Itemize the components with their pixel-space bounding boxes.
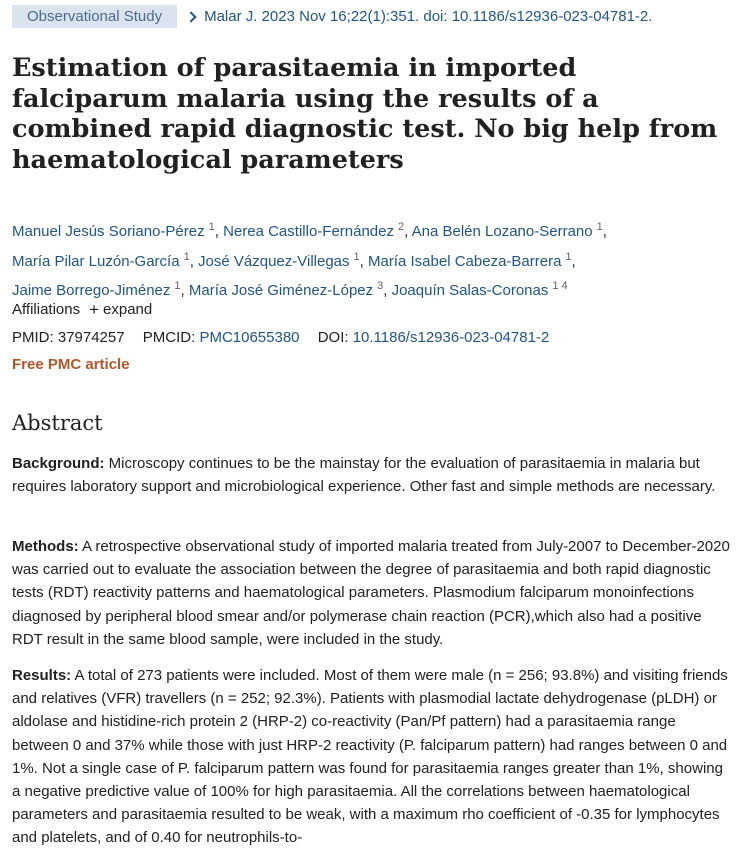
article-type-badge[interactable]: Observational Study <box>12 5 177 28</box>
author-affiliation[interactable]: 1 <box>565 250 572 263</box>
background-label: Background: <box>12 455 105 472</box>
abstract-methods <box>12 535 732 651</box>
article-title: Estimation of parasitaemia in imported falciparum malaria using the results of a combined rapid diagnostic test. No big help from haematological parameters <box>12 53 718 175</box>
author-affiliation[interactable]: 2 <box>398 221 405 233</box>
author-item[interactable] <box>198 250 360 270</box>
author-item[interactable] <box>12 250 190 270</box>
pmcid-link[interactable]: PMC10655380 <box>199 329 300 346</box>
affiliations-label: Affiliations <box>12 301 81 318</box>
citation-link[interactable] <box>187 8 652 25</box>
free-pmc-article-label: Free PMC article <box>12 356 130 373</box>
plus-icon: + <box>89 300 100 319</box>
affiliations-toggle[interactable] <box>12 301 152 318</box>
author-item[interactable] <box>392 282 568 299</box>
author-name[interactable]: María Isabel Cabeza-Barrera <box>368 252 562 270</box>
background-text: Microscopy continues to be the mainstay for the evaluation of parasitaemia in malaria but requires laboratory support and microbiological experience. Other fast and simple methods are necessary. <box>12 455 716 496</box>
methods-text: A retrospective observational study of imported malaria treated from July-2007 to December-2020 was carried out to evaluate the association between the degree of parasitaemia and both rapid diagnostic tests (RDT) reactivity patterns and haematological parameters. Plasmodium falciparum monoinfections diagnosed by peripheral blood smear and/or polymerase chain reaction (PCR),which also had a positive RDT result in the same blood sample, were included in the study. <box>12 538 730 648</box>
author-affiliation[interactable]: 1 <box>183 250 190 263</box>
author-affiliation[interactable]: 1 <box>353 250 360 263</box>
author-name[interactable]: Joaquín Salas-Coronas <box>391 282 549 299</box>
author-name[interactable]: Jaime Borrego-Jiménez <box>12 282 171 299</box>
author-item[interactable] <box>223 223 404 240</box>
abstract-heading: Abstract <box>12 411 103 435</box>
author-affiliation[interactable]: 1 <box>208 221 215 233</box>
author-name[interactable]: María Pilar Luzón-García <box>12 252 180 270</box>
pmid-value: 37974257 <box>57 329 125 346</box>
header-bar <box>12 5 652 28</box>
methods-label: Methods: <box>12 538 79 555</box>
author-item[interactable] <box>368 250 572 270</box>
pmid-label: PMID: <box>12 329 54 346</box>
author-name[interactable]: Nerea Castillo-Fernández <box>223 223 394 240</box>
author-name[interactable]: María José Giménez-López <box>188 282 374 299</box>
doi-link[interactable]: 10.1186/s12936-023-04781-2 <box>352 329 550 346</box>
author-affiliation[interactable]: 1 <box>596 221 603 233</box>
author-affiliation[interactable]: 3 <box>377 280 384 292</box>
abstract-results <box>12 664 732 850</box>
results-label: Results: <box>12 667 72 684</box>
author-list: Manuel Jesús Soriano-Pérez $^1$, Nerea Castillo-Fernández $^2$, Ana Belén Lozano-Serrano $^1$, María Pilar Luzón-García $^1$, José Vázquez-Villegas $^1$, María Isabel Cabeza-Barrera $^1$, Jaime Borrego-Jiménez $^1$, María José Giménez-López $^3$, Joaquín Salas-Coronas $^{1 4}$ <box>12 221 607 299</box>
results-text: A total of 273 patients were included. Most of them were male (n = 256; 93.8%) and visiting friends and relatives (VFR) travellers (n = 252; 92.3%). Patients with plasmodial lactate dehydrogenase (pLDH) or aldolase and histidine-rich protein 2 (HRP-2) co-reactivity (Pan/Pf pattern) had a parasitaemia range between 0 and 37% while those with just HRP-2 reactivity (P. falciparum pattern) had ranges between 0 and 1%. Not a single case of P. falciparum pattern was found for parasitaemia ranges greater than 1%, showing a negative predictive value of 100% for high parasitaemia. All the correlations between haematological parameters and parasitaemia resulted to be weak, with a maximum rho coefficient of -0.35 for lymphocytes and platelets, and of 0.40 for neutrophils-to- <box>12 667 728 847</box>
author-affiliation[interactable]: 1 4 <box>552 280 568 292</box>
author-name[interactable]: José Vázquez-Villegas <box>198 252 350 270</box>
author-name[interactable]: Ana Belén Lozano-Serrano <box>411 223 593 240</box>
author-item[interactable] <box>412 223 603 240</box>
chevron-right-icon <box>185 11 196 22</box>
author-item[interactable] <box>12 223 215 240</box>
author-affiliation[interactable]: 1 <box>174 280 181 292</box>
author-item[interactable] <box>12 282 181 299</box>
expand-label[interactable]: expand <box>103 301 153 318</box>
abstract-background <box>12 452 732 498</box>
doi-label: DOI: <box>317 329 349 346</box>
pmcid-label: PMCID: <box>142 329 196 346</box>
author-item[interactable] <box>189 282 383 299</box>
citation-text[interactable]: Malar J. 2023 Nov 16;22(1):351. doi: 10.1186/s12936-023-04781-2. <box>204 8 653 25</box>
identifiers <box>12 329 549 346</box>
author-name[interactable]: Manuel Jesús Soriano-Pérez <box>12 223 205 240</box>
